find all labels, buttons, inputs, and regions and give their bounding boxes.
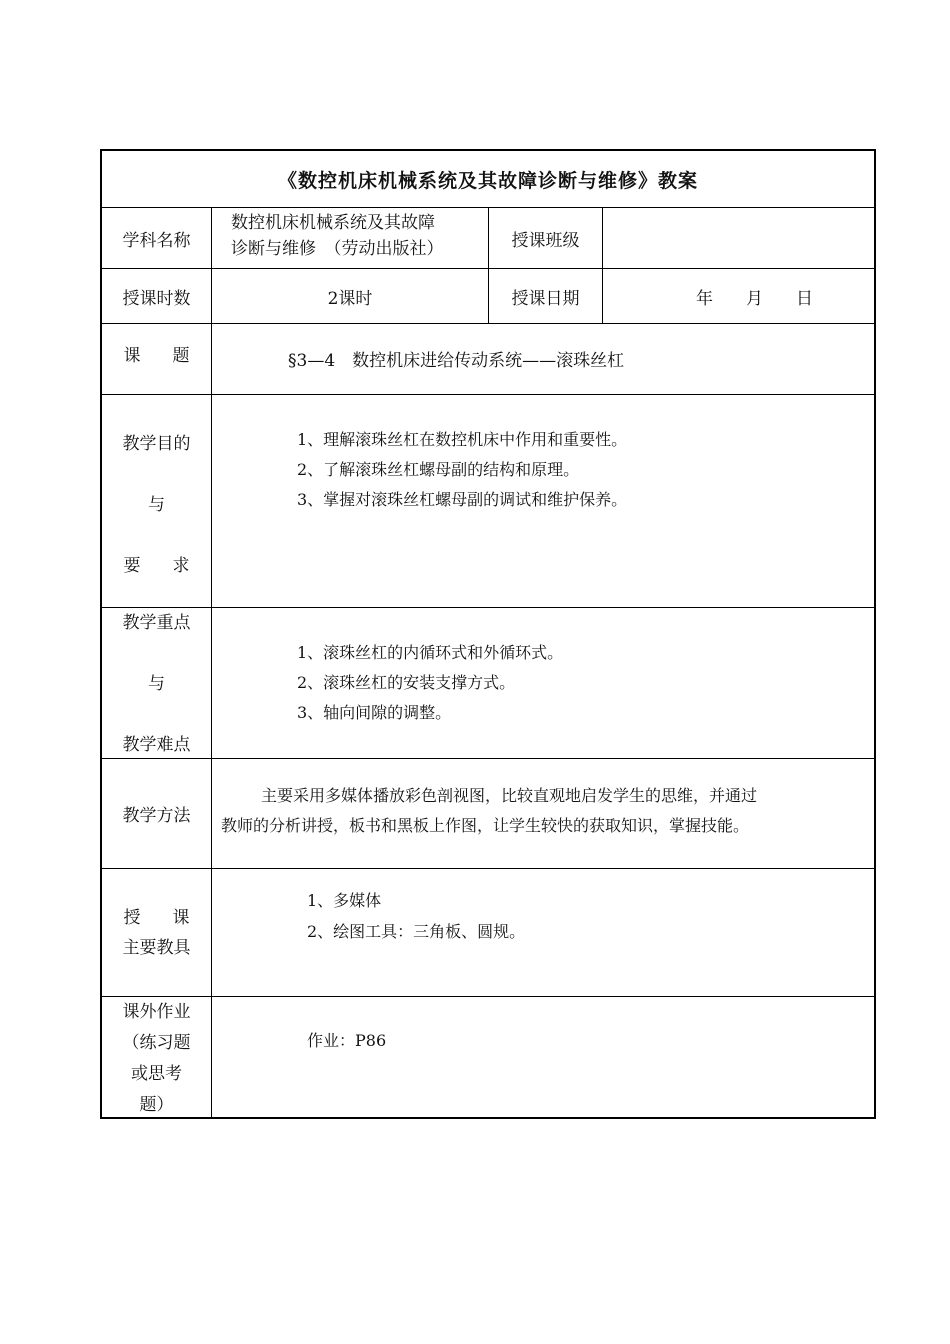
method-row bbox=[102, 758, 874, 868]
objectives-row bbox=[102, 394, 874, 607]
title-row bbox=[102, 151, 874, 207]
tools-row bbox=[102, 868, 874, 996]
subject-label: 学科名称 bbox=[102, 208, 212, 268]
date-label: 授课日期 bbox=[489, 269, 603, 323]
topic-label: 课 题 bbox=[102, 324, 212, 394]
topic-value: §3—4 数控机床进给传动系统——滚珠丝杠 bbox=[288, 351, 625, 371]
list-item: 1、理解滚珠丝杠在数控机床中作用和重要性。 bbox=[297, 430, 628, 449]
homework-value: 作业：P86 bbox=[307, 1031, 387, 1050]
hours-row bbox=[102, 268, 874, 323]
hours-label: 授课时数 bbox=[102, 269, 212, 323]
objectives-list bbox=[212, 395, 874, 607]
list-item: 1、滚珠丝杠的内循环式和外循环式。 bbox=[297, 643, 564, 662]
method-text: 主要采用多媒体播放彩色剖视图，比较直观地启发学生的思维，并通过 教师的分析讲授，板书和黑板上作图，让学生较快的获取知识，掌握技能。 bbox=[221, 786, 758, 835]
date-value bbox=[603, 269, 874, 323]
homework-label: 课外作业 （练习题 或思考 题） bbox=[102, 997, 212, 1117]
key-points-label: 教学重点 与 教学难点 bbox=[102, 608, 212, 758]
topic-row bbox=[102, 323, 874, 394]
hours-value: 2课时 bbox=[212, 269, 489, 323]
tools-list bbox=[212, 869, 874, 996]
date-day: 日 bbox=[796, 288, 813, 309]
list-item: 1、多媒体 bbox=[307, 891, 382, 910]
key-points-list bbox=[212, 608, 874, 758]
list-item: 2、滚珠丝杠的安装支撑方式。 bbox=[297, 673, 516, 692]
list-item: 3、轴向间隙的调整。 bbox=[297, 703, 452, 722]
class-value bbox=[603, 208, 874, 268]
objectives-label: 教学目的 与 要 求 bbox=[102, 395, 212, 607]
list-item: 2、绘图工具：三角板、圆规。 bbox=[307, 922, 526, 941]
tools-label: 授 课 主要教具 bbox=[102, 869, 212, 996]
list-item: 3、掌握对滚珠丝杠螺母副的调试和维护保养。 bbox=[297, 490, 628, 509]
key-points-row bbox=[102, 607, 874, 758]
page-title: 《数控机床机械系统及其故障诊断与维修》教案 bbox=[277, 169, 698, 192]
method-label: 教学方法 bbox=[102, 759, 212, 868]
class-label: 授课班级 bbox=[489, 208, 603, 268]
homework-row bbox=[102, 996, 874, 1117]
date-year: 年 bbox=[696, 288, 713, 309]
list-item: 2、了解滚珠丝杠螺母副的结构和原理。 bbox=[297, 460, 580, 479]
subject-row bbox=[102, 207, 874, 268]
date-month: 月 bbox=[746, 288, 763, 309]
lesson-plan-table bbox=[100, 149, 876, 1119]
subject-value: 数控机床机械系统及其故障 诊断与维修 （劳动出版社） bbox=[212, 208, 489, 268]
